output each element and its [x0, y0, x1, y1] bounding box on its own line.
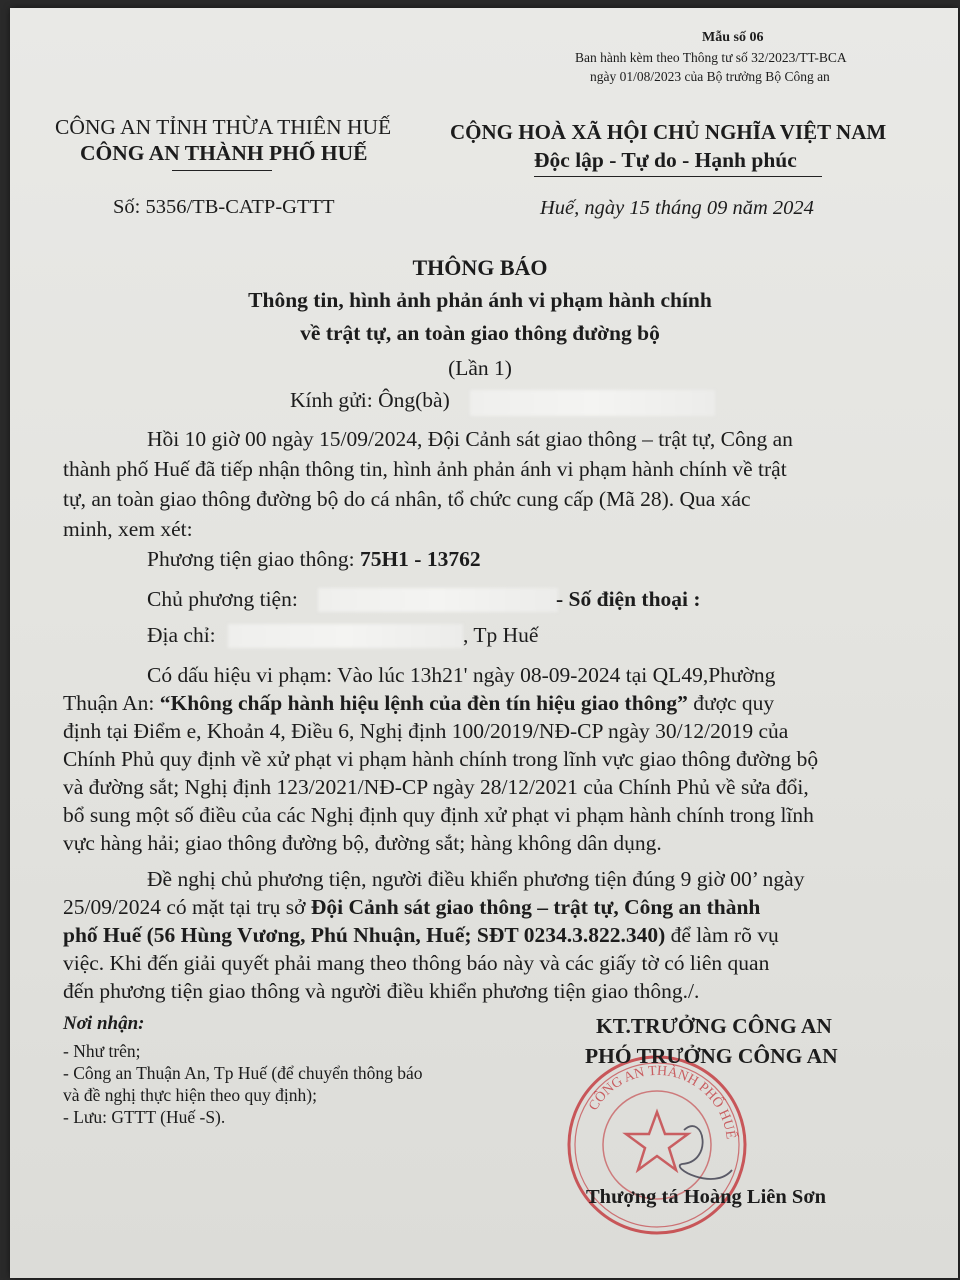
recipient-1: - Như trên;	[63, 1041, 141, 1061]
request-line3	[63, 920, 779, 951]
issuer-agency: CÔNG AN TỈNH THỪA THIÊN HUẾ	[55, 115, 392, 139]
request-line5: đến phương tiện giao thông và người điều khiển phương tiện giao thông./.	[63, 979, 700, 1003]
violation-line2	[63, 688, 774, 719]
recipients-title: Nơi nhận:	[63, 1013, 145, 1034]
owner-label: Chủ phương tiện:	[147, 587, 298, 611]
request-line3-end: để làm rõ vụ	[665, 923, 779, 947]
request-line4: việc. Khi đến giải quyết phải mang theo thông báo này và các giấy tờ có liên quan	[63, 951, 770, 975]
signature-title-1: KT.TRƯỞNG CÔNG AN	[596, 1014, 832, 1038]
violation-description: “Không chấp hành hiệu lệnh của đèn tín hiệu giao thông”	[159, 691, 688, 715]
notice-title: THÔNG BÁO	[412, 255, 548, 280]
signature-title-2: PHÓ TRƯỞNG CÔNG AN	[585, 1044, 838, 1068]
document-number: Số: 5356/TB-CATP-GTTT	[113, 196, 335, 218]
phone-label: - Số điện thoại :	[556, 587, 701, 611]
issuer-unit: CÔNG AN THÀNH PHỐ HUẾ	[80, 141, 368, 165]
form-reference-line1: Ban hành kèm theo Thông tư số 32/2023/TT-BCA	[575, 50, 847, 65]
para1-line2: thành phố Huế đã tiếp nhận thông tin, hình ảnh phản ánh vi phạm hành chính về trật	[63, 457, 787, 481]
request-office: Đội Cảnh sát giao thông – trật tự, Công an thành	[310, 895, 761, 919]
place-date: Huế, ngày 15 tháng 09 năm 2024	[540, 197, 814, 219]
request-line1: Đề nghị chủ phương tiện, người điều khiển phương tiện đúng 9 giờ 00’ ngày	[147, 867, 805, 891]
violation-line4: Chính Phủ quy định về xử phạt vi phạm hành chính trong lĩnh vực giao thông đường bộ	[63, 747, 819, 771]
vehicle-label: Phương tiện giao thông:	[147, 547, 360, 571]
notice-attempt: (Lần 1)	[448, 356, 512, 380]
recipient-3: - Lưu: GTTT (Huế -S).	[63, 1107, 226, 1127]
issuer-underline	[172, 170, 272, 171]
signer-name: Thượng tá Hoàng Liên Sơn	[586, 1186, 827, 1208]
vehicle-plate: 75H1 - 13762	[359, 547, 481, 571]
motto-underline	[534, 176, 822, 177]
request-line2-start: 25/09/2024 có mặt tại trụ sở	[63, 895, 311, 919]
address-label: Địa chỉ:	[147, 623, 216, 647]
address-suffix: , Tp Huế	[463, 623, 539, 647]
stamp-text: CÔNG AN THÀNH PHỐ HUẾ	[586, 1063, 738, 1141]
violation-place: Thuận An:	[63, 691, 160, 715]
official-stamp	[564, 1052, 750, 1238]
para1-line3: tự, an toàn giao thông đường bộ do cá nhân, tổ chức cung cấp (Mã 28). Qua xác	[63, 487, 751, 511]
violation-line5: và đường sắt; Nghị định 123/2021/NĐ-CP ngày 28/12/2021 của Chính Phủ về sửa đổi,	[63, 775, 809, 799]
violation-line7: vực hàng hải; giao thông đường bộ, đường sắt; hàng không dân dụng.	[63, 831, 662, 855]
request-address: phố Huế (56 Hùng Vương, Phú Nhuận, Huế; SĐT 0234.3.822.340)	[63, 923, 666, 947]
vehicle-line	[147, 544, 481, 575]
nation-motto: Độc lập - Tự do - Hạnh phúc	[534, 148, 797, 172]
violation-line1: Có dấu hiệu vi phạm: Vào lúc 13h21' ngày 08-09-2024 tại QL49,Phường	[147, 663, 776, 687]
form-number: Mẫu số 06	[702, 30, 764, 45]
recipient-2-cont: và đề nghị thực hiện theo quy định);	[63, 1085, 317, 1105]
redacted-address	[228, 624, 463, 648]
redacted-owner	[318, 588, 558, 612]
request-line2	[63, 892, 760, 923]
para1-line1: Hồi 10 giờ 00 ngày 15/09/2024, Đội Cảnh sát giao thông – trật tự, Công an	[147, 427, 793, 451]
recipient-2: - Công an Thuận An, Tp Huế (để chuyển thông báo	[63, 1063, 423, 1083]
violation-line2-end: được quy	[687, 691, 775, 715]
nation-name: CỘNG HOÀ XÃ HỘI CHỦ NGHĨA VIỆT NAM	[450, 120, 887, 144]
notice-subtitle-2: về trật tự, an toàn giao thông đường bộ	[300, 321, 660, 345]
para1-line4: minh, xem xét:	[63, 517, 193, 541]
greeting: Kính gửi: Ông(bà)	[290, 388, 450, 412]
notice-subtitle-1: Thông tin, hình ảnh phản ánh vi phạm hành chính	[248, 288, 712, 312]
violation-line6: bổ sung một số điều của các Nghị định quy định xử phạt vi phạm hành chính trong lĩnh	[63, 803, 814, 827]
redacted-name	[470, 390, 715, 416]
violation-line3: định tại Điểm e, Khoản 4, Điều 6, Nghị định 100/2019/NĐ-CP ngày 30/12/2019 của	[63, 719, 789, 743]
star-icon	[626, 1112, 688, 1170]
form-reference-line2: ngày 01/08/2023 của Bộ trưởng Bộ Công an	[590, 69, 830, 84]
